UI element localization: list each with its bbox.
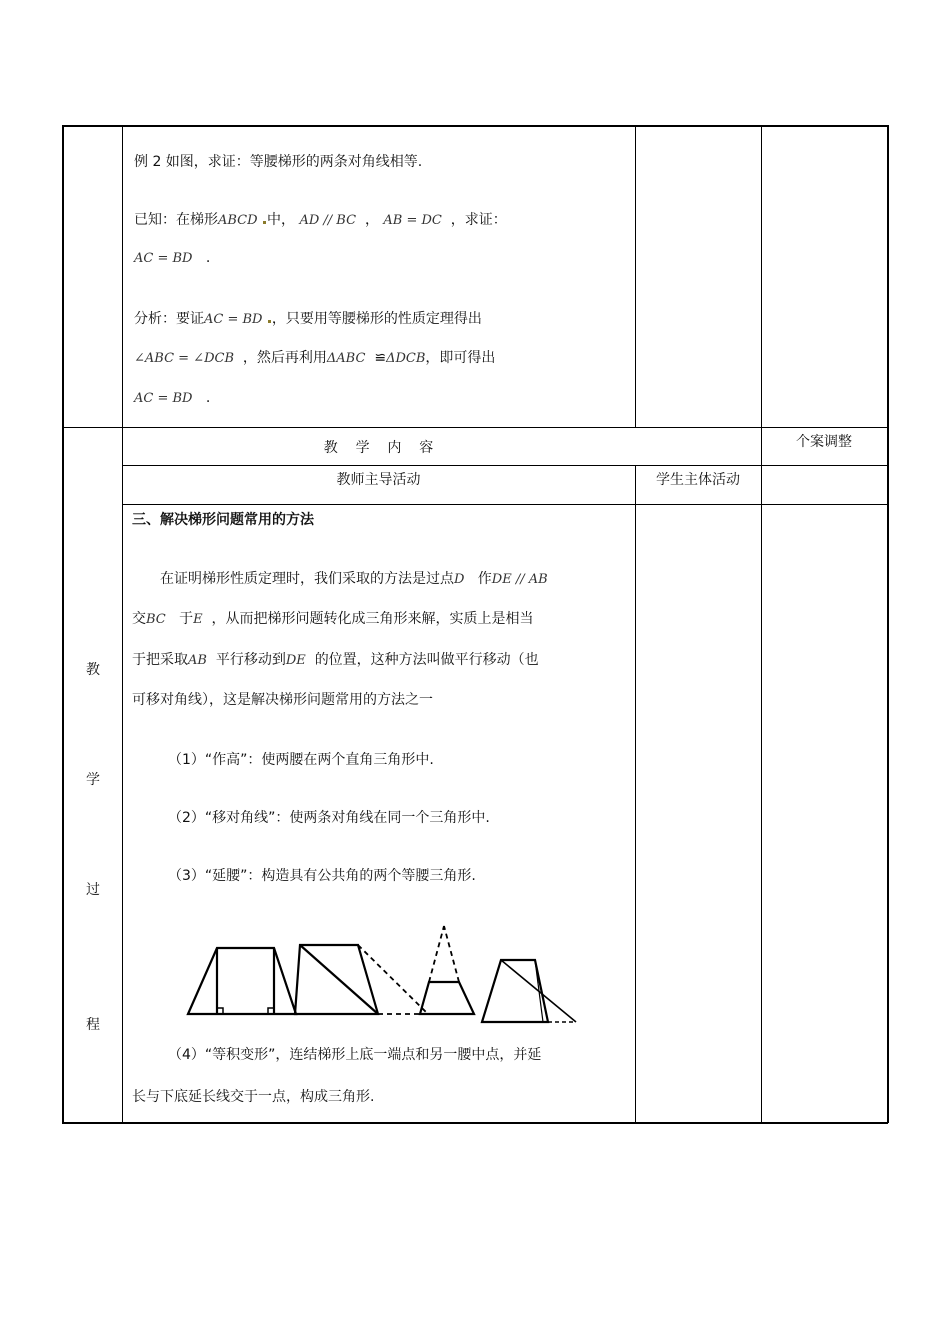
analysis-conclusion: AC = BD xyxy=(134,391,193,406)
method-2: （2）“移对角线”：使两条对角线在同一个三角形中. xyxy=(168,810,490,826)
comma: ， xyxy=(364,212,379,228)
figure-equal-area xyxy=(482,960,576,1022)
point-d: D xyxy=(454,572,465,587)
figure-heights xyxy=(188,948,296,1014)
triangle-dcb: ΔDCB xyxy=(386,351,426,366)
equal-legs: AB = DC xyxy=(383,213,442,228)
method-4-line1: （4）“等积变形”，连结梯形上底一端点和另一腰中点，并延 xyxy=(168,1047,542,1063)
p1-zuo: 作 xyxy=(477,571,492,587)
p2-jiao: 交 xyxy=(132,611,146,627)
p3-end: 的位置，这种方法叫做平行移动（也 xyxy=(314,652,539,668)
section3-p2 xyxy=(132,609,534,630)
analysis-line3 xyxy=(134,388,210,409)
analysis-line1 xyxy=(134,309,482,330)
analysis-end: ，即可得出 xyxy=(425,350,496,366)
method-1: （1）“作高”：使两腰在两个直角三角形中. xyxy=(168,752,434,768)
seg-ab: AB xyxy=(188,653,207,668)
section3-p1 xyxy=(160,569,548,590)
header-content: 教 学 内 容 xyxy=(323,440,434,456)
figure-extend-legs xyxy=(420,926,474,1014)
prove-suffix: ，求证： xyxy=(450,212,507,228)
dot-mark xyxy=(263,221,266,224)
method-4-line2: 长与下底延长线交于一点，构成三角形. xyxy=(132,1089,375,1105)
analysis-mid: ，只要用等腰梯形的性质定理得出 xyxy=(271,311,482,327)
example2-to-prove xyxy=(134,248,210,269)
period: . xyxy=(205,250,211,266)
analysis-then: ，然后再利用 xyxy=(242,350,327,366)
trapezoid-methods-figures xyxy=(180,918,580,1024)
header-adjust: 个案调整 xyxy=(796,434,852,450)
congruent-symbol: ≌ xyxy=(374,350,387,366)
section3-title: 三、解决梯形问题常用的方法 xyxy=(132,512,314,528)
header-student: 学生主体活动 xyxy=(656,472,740,488)
analysis-target: AC = BD xyxy=(204,312,263,327)
analysis-prefix: 分析：要证 xyxy=(134,311,204,327)
angle-equality: ∠ABC = ∠DCB xyxy=(134,351,234,366)
de-parallel-ab: DE // AB xyxy=(491,572,548,587)
parallel-statement: AD // BC xyxy=(299,213,357,228)
side-label-1: 教 xyxy=(86,662,100,678)
analysis-line2 xyxy=(134,348,495,369)
side-label-4: 程 xyxy=(86,1017,100,1033)
method-3: （3）“延腰”：构造具有公共角的两个等腰三角形. xyxy=(168,868,476,884)
known-prefix: 已知：在梯形 xyxy=(134,212,218,228)
example2-known xyxy=(134,210,507,231)
known-mid: 中， xyxy=(267,212,296,228)
side-label-3: 过 xyxy=(86,882,100,898)
p1-text: 在证明梯形性质定理时，我们采取的方法是过点 xyxy=(160,571,454,587)
side-label-2: 学 xyxy=(86,772,100,788)
p2-text: ，从而把梯形问题转化成三角形来解，实质上是相当 xyxy=(211,611,534,627)
period: . xyxy=(205,390,211,406)
to-prove: AC = BD xyxy=(134,251,193,266)
example2-title: 例 2 如图，求证：等腰梯形的两条对角线相等. xyxy=(134,154,423,170)
seg-de: DE xyxy=(285,653,306,668)
trap-name: ABCD xyxy=(218,213,258,228)
header-teacher: 教师主导活动 xyxy=(336,472,421,488)
figure-move-diagonal xyxy=(295,945,428,1014)
dot-mark xyxy=(268,320,271,323)
section3-p3 xyxy=(132,650,539,671)
section3-p4: 可移对角线），这是解决梯形问题常用的方法之一 xyxy=(132,692,433,708)
p2-yu: 于 xyxy=(179,611,194,627)
p3-text: 于把采取 xyxy=(132,652,188,668)
point-e: E xyxy=(193,612,203,627)
triangle-abc: ΔABC xyxy=(326,351,366,366)
p3-move: 平行移动到 xyxy=(215,652,286,668)
seg-bc: BC xyxy=(146,612,166,627)
